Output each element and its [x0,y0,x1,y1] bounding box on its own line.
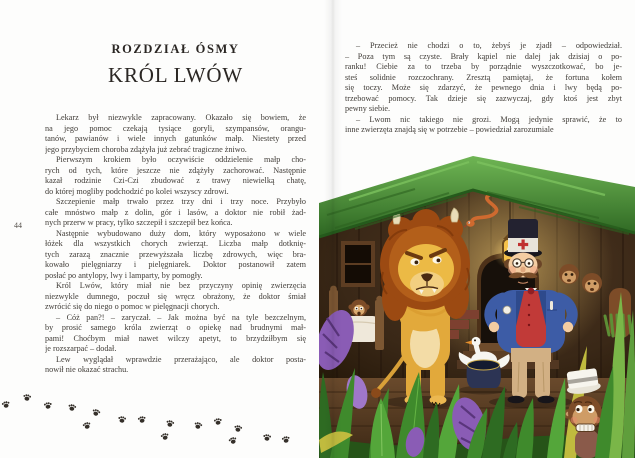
text-line: rych od tych, które jeszcze nie zdążyły zachorować. Następnie [45,165,306,175]
text-line: niezwykle dumnego, poczuł się wręcz obrażony, że doktor śmiał [45,291,306,301]
text-line: trzebować pomocy. Tak dzieje się zazwyczaj, gdy ktoś jest zbyt [345,93,622,103]
paw-print [263,434,271,441]
text-line: całe mnóstwo małp z dolin, gór i lasów, a doktor nie robił żad- [45,207,306,217]
text-line: – Przecież nie chodzi o to, żebyś je zjadł – odpowiedział. [356,41,622,50]
right-page [318,0,635,458]
paw-print [214,418,222,425]
text-line: nych przerw w pracy, tylko szczepił i szczepił bez końca. [45,218,233,227]
text-line: by prosić samego króla zwierząt o opiekę nad brudnymi mał- [45,323,306,332]
text-line: Król Lwów, który miał nie bez przyczyny opinię zwierzęcia [56,281,306,290]
paw-print [68,404,77,412]
paw-print [194,421,203,429]
text-line: posłać po antylopy, lwy i lamparty, by pomogły. [45,270,203,280]
text-line: zwrócić się do niego o pomoc w pielęgnacji chorych. [45,302,220,311]
text-line: nowił nie okazać strachu. [45,365,129,374]
text-line: tanów, pawianów i wiele innych gatunków małp. Niestety przed [45,134,306,143]
text-line: do której mogliby podchodzić po kolei wszyscy zdrowi. [45,186,229,196]
page-number: 44 [14,221,22,230]
text-line: – Lwom nic takiego nie grozi. Mogą jedynie sprawić, że to [356,114,622,124]
text-line: je rozszarpać – dodał. [45,344,117,353]
text-line: pami! Choćbym miał nawet wilczy apetyt, to brzydziłbym się [45,333,306,343]
paw-print [118,416,126,423]
paw-print [1,401,10,409]
paw-print [92,408,101,416]
text-line: Lew wyglądał wprawdzie przerażająco, ale doktor posta- [56,354,306,364]
paw-print [82,421,91,429]
right-page-text [345,41,622,136]
paw-print [282,436,291,444]
text-line: na jego pomoc czekają tysiące goryli, szympansów, orangu- [45,123,306,133]
text-line: tych zarazą znacznie przewyższała liczbę zdrowych, więc bra- [45,249,306,259]
paw-print [166,420,175,428]
window [341,241,375,287]
chapter-heading: ROZDZIAŁ ÓSMY [111,42,240,56]
text-line: inne zwierzęta znajdą się w potrzebie – powiedział zarozumiale [345,125,554,134]
paw-print [228,436,237,444]
paw-print [160,433,169,441]
text-line: łóżek dla wszystkich chorych zwierząt. Liczba małp dotknię- [45,239,306,248]
paw-trail [0,383,318,458]
text-line: – Cóż pan?! – zaryczał. – Jak można być na tyle bezczelnym, [56,312,306,322]
paw-print [23,394,32,401]
text-line: się toczy. Może się zdarzyć, że pewnego dnia i lwy będą po- [345,83,622,92]
text-line: kazał rodzinie Czi-Czi zbudować z trawy niewielką chatę, [45,176,306,185]
text-line: steś solidnie rozczochrany. Zresztą pamiętaj, że fortuna kołem [345,72,622,82]
text-line: Pierwszym krokiem było oczywiście oddzielenie małp cho- [56,155,306,164]
hut-illustration [319,140,635,458]
paw-print [234,425,243,433]
text-line: – Poza tym są czyste. Brały kąpiel nie dalej jak dzisiaj o po- [345,51,622,61]
text-line: Szczepienie małp trwało przez trzy dni i trzy noce. Przybyło [56,197,306,206]
text-line: Lekarz był niezwykle zapracowany. Okazało się bowiem, że [56,113,306,122]
chapter-title: KRÓL LWÓW [108,63,243,87]
text-line: jego przybyciem choroba zdążyła już zebrać tragiczne żniwo. [45,144,247,154]
left-page-text [45,113,306,376]
text-line: pewny siebie. [345,104,391,113]
paw-print [44,402,52,409]
text-line: Następnie wybudowano duży dom, który wyposażono w wiele [56,228,306,238]
paw-print [138,416,147,424]
text-line: ranku! Ciebie za to trzeba by porządnie wyszczotkować, bo je- [345,62,622,71]
text-line: kowało pielęgniarzy i pielęgniarek. Doktor postanowił zatem [45,260,306,269]
